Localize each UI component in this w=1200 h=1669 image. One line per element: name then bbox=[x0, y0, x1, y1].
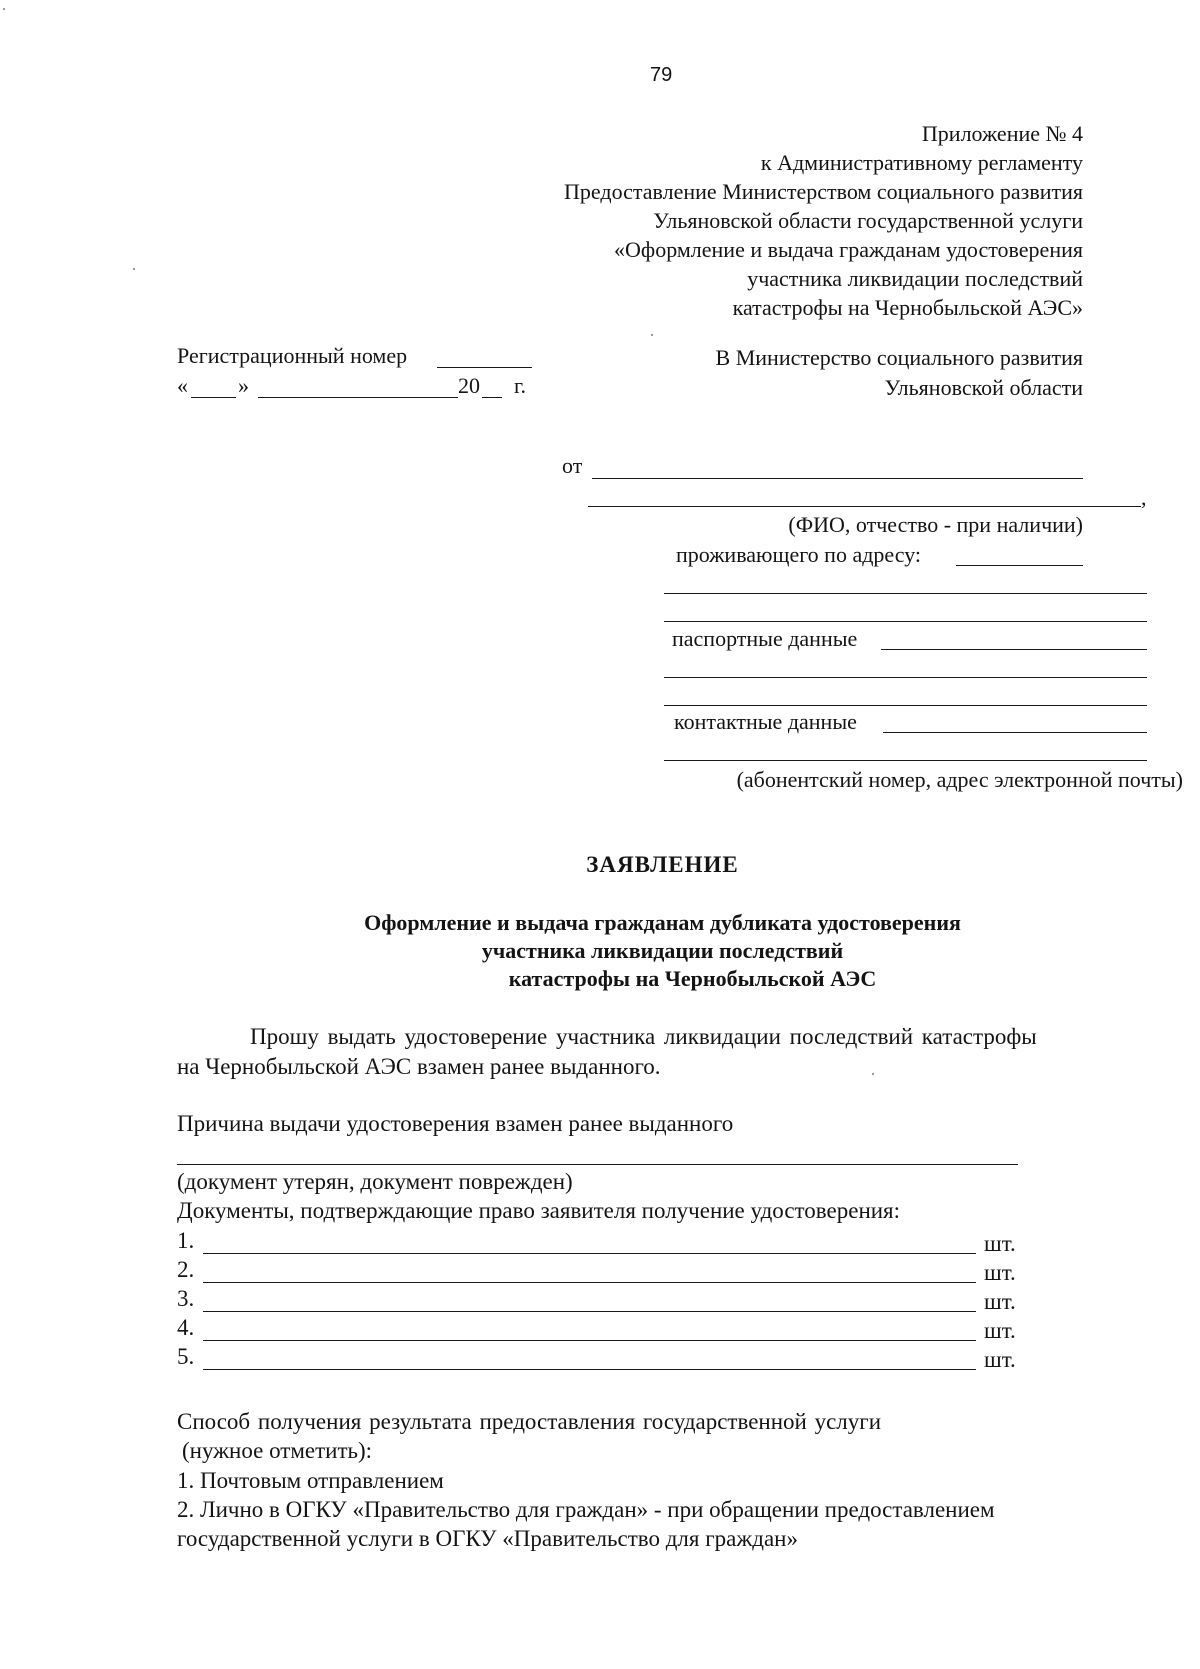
applicant-name-field-2[interactable] bbox=[588, 506, 1141, 507]
document-number: 2. bbox=[177, 1257, 195, 1282]
date-year-prefix: 20 bbox=[458, 373, 480, 398]
applicant-name-field[interactable] bbox=[592, 478, 1083, 479]
recipient-line: Ульяновской области bbox=[884, 375, 1083, 400]
document-field[interactable] bbox=[203, 1369, 976, 1370]
recipient-block bbox=[583, 344, 1083, 402]
request-line-1: Прошу выдать удостоверение участника ликвидации последствий катастрофы bbox=[250, 1024, 1037, 1049]
document-unit: шт. bbox=[984, 1318, 1016, 1343]
date-day-field[interactable] bbox=[191, 397, 236, 398]
document-number: 4. bbox=[177, 1315, 195, 1340]
appendix-line: катастрофы на Чернобыльской АЭС» bbox=[732, 295, 1083, 320]
document-unit: шт. bbox=[984, 1260, 1016, 1285]
scan-speck bbox=[133, 268, 135, 270]
document-field[interactable] bbox=[203, 1282, 976, 1283]
registration-number-field[interactable] bbox=[437, 367, 532, 368]
method-option-in-person-line-1[interactable]: 2. Лично в ОГКУ «Правительство для граждан» - при обращении предоставлением bbox=[177, 1497, 995, 1522]
statement-subtitle-line: катастрофы на Чернобыльской АЭС bbox=[508, 966, 877, 991]
scan-speck bbox=[872, 1073, 874, 1075]
passport-label: паспортные данные bbox=[672, 626, 858, 651]
appendix-line: Предоставление Министерством социального развития bbox=[564, 179, 1083, 204]
statement-title: ЗАЯВЛЕНИЕ bbox=[586, 852, 739, 877]
document-field[interactable] bbox=[203, 1340, 976, 1341]
documents-label: Документы, подтверждающие право заявителя получение удостоверения: bbox=[177, 1198, 901, 1223]
page-number: 79 bbox=[650, 64, 673, 86]
address-field-2[interactable] bbox=[664, 593, 1147, 594]
scan-speck bbox=[651, 334, 653, 336]
appendix-line: к Административному регламенту bbox=[760, 150, 1083, 175]
passport-field-3[interactable] bbox=[664, 705, 1147, 706]
scan-speck bbox=[3, 8, 5, 10]
document-unit: шт. bbox=[984, 1289, 1016, 1314]
applicant-comma: , bbox=[1141, 485, 1147, 510]
appendix-line: Ульяновской области государственной услуги bbox=[653, 208, 1083, 233]
passport-field[interactable] bbox=[881, 649, 1147, 650]
document-unit: шт. bbox=[984, 1347, 1016, 1372]
appendix-block bbox=[383, 120, 1083, 322]
reason-label: Причина выдачи удостоверения взамен ранее выданного bbox=[177, 1111, 734, 1136]
passport-field-2[interactable] bbox=[664, 677, 1147, 678]
appendix-line: участника ликвидации последствий bbox=[747, 266, 1083, 291]
statement-subtitle-line: Оформление и выдача гражданам дубликата удостоверения bbox=[364, 910, 961, 935]
contacts-field[interactable] bbox=[883, 732, 1147, 733]
method-option-post[interactable]: 1. Почтовым отправлением bbox=[177, 1468, 444, 1493]
date-month-field[interactable] bbox=[258, 397, 458, 398]
statement-subtitle-line: участника ликвидации последствий bbox=[481, 938, 844, 963]
recipient-line: В Министерство социального развития bbox=[715, 345, 1083, 370]
fio-caption: (ФИО, отчество - при наличии) bbox=[788, 512, 1083, 537]
reason-field[interactable] bbox=[177, 1164, 1018, 1165]
date-year-suffix: г. bbox=[514, 373, 527, 398]
document-field[interactable] bbox=[203, 1311, 976, 1312]
method-label-line-1: Способ получения результата предоставления государственной услуги bbox=[177, 1409, 882, 1434]
registration-number-label: Регистрационный номер bbox=[177, 343, 408, 368]
date-year-field[interactable] bbox=[482, 397, 502, 398]
contacts-caption: (абонентский номер, адрес электронной почты) bbox=[736, 767, 1183, 792]
reason-caption: (документ утерян, документ поврежден) bbox=[177, 1169, 573, 1194]
method-option-in-person-line-2[interactable]: государственной услуги в ОГКУ «Правительство для граждан» bbox=[177, 1526, 798, 1551]
address-field-3[interactable] bbox=[664, 621, 1147, 622]
contacts-label: контактные данные bbox=[674, 709, 857, 734]
contacts-field-2[interactable] bbox=[664, 760, 1147, 761]
date-close-quote: » bbox=[238, 373, 249, 398]
appendix-line: «Оформление и выдача гражданам удостоверения bbox=[614, 237, 1083, 262]
document-number: 5. bbox=[177, 1344, 195, 1369]
method-label-line-2: (нужное отметить): bbox=[182, 1438, 373, 1463]
request-line-2: на Чернобыльской АЭС взамен ранее выданного. bbox=[177, 1054, 661, 1079]
appendix-line: Приложение № 4 bbox=[921, 121, 1083, 146]
address-label: проживающего по адресу: bbox=[676, 542, 922, 567]
address-field[interactable] bbox=[956, 565, 1083, 566]
document-field[interactable] bbox=[203, 1253, 976, 1254]
document-number: 3. bbox=[177, 1286, 195, 1311]
date-open-quote: « bbox=[177, 373, 188, 398]
document-unit: шт. bbox=[984, 1231, 1016, 1256]
document-number: 1. bbox=[177, 1228, 195, 1253]
from-label: от bbox=[562, 453, 583, 478]
